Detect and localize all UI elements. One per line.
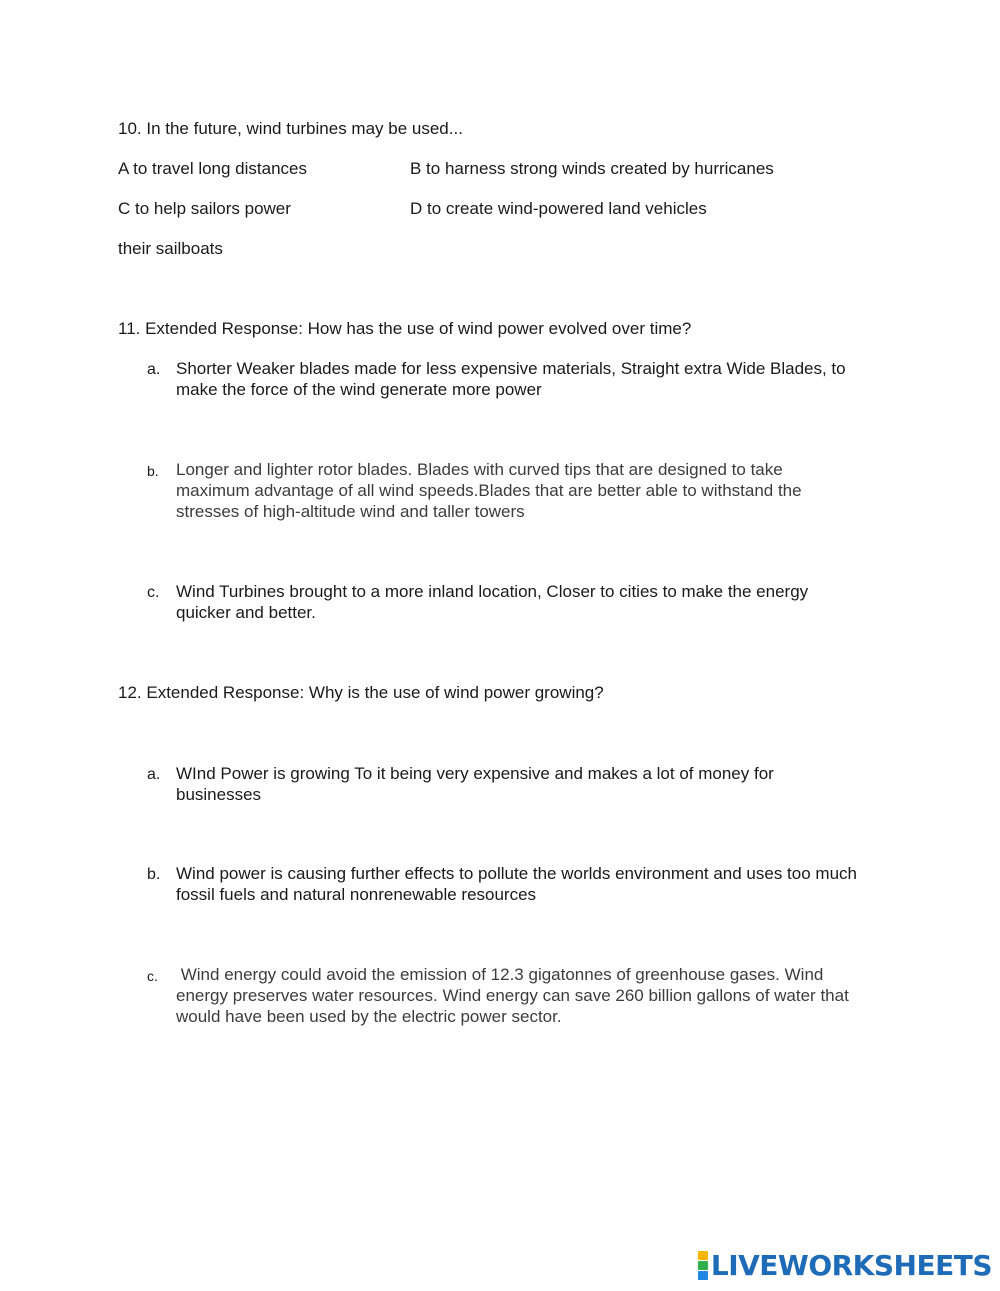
- question-11-answer-c[interactable]: Wind Turbines brought to a more inland location, Closer to cities to make the energy quicker and better.: [176, 582, 809, 622]
- logo-blocks-icon: [698, 1251, 708, 1280]
- question-12-answer-b[interactable]: Wind power is causing further effects to pollute the worlds environment and uses too much fossil fuels and natural nonrenewable resources: [176, 864, 857, 904]
- question-10-option-c-continued[interactable]: their sailboats: [118, 239, 223, 258]
- question-10-option-c[interactable]: C to help sailors power: [118, 199, 291, 218]
- question-10-option-d[interactable]: D to create wind-powered land vehicles: [410, 199, 707, 218]
- question-12-title: 12. Extended Response: Why is the use of wind power growing?: [118, 683, 604, 702]
- liveworksheets-logo[interactable]: [698, 1250, 992, 1280]
- question-12-answer-c-letter: c.: [147, 968, 158, 984]
- logo-text: LIVEWORKSHEETS: [710, 1248, 992, 1282]
- question-12-answer-c[interactable]: Wind energy could avoid the emission of 12.3 gigatonnes of greenhouse gases. Wind energy preserves water resources. Wind energy can save 260 billion gallons of water that would have been used by the electric power sector.: [176, 965, 854, 1026]
- question-10-title: 10. In the future, wind turbines may be used...: [118, 119, 463, 138]
- question-11-answer-b-letter: b.: [147, 463, 159, 479]
- question-10-option-b[interactable]: B to harness strong winds created by hurricanes: [410, 159, 774, 178]
- question-11-answer-b[interactable]: Longer and lighter rotor blades. Blades with curved tips that are designed to take maximum advantage of all wind speeds.Blades that are better able to withstand the stresses of high-altitude wind and taller towers: [176, 460, 802, 521]
- question-11-title: 11. Extended Response: How has the use of wind power evolved over time?: [118, 319, 692, 338]
- question-11-answer-a-letter: a.: [147, 361, 161, 378]
- question-12-answer-a-letter: a.: [147, 766, 161, 783]
- question-11-answer-a[interactable]: Shorter Weaker blades made for less expensive materials, Straight extra Wide Blades, to make the force of the wind generate more power: [176, 359, 846, 399]
- question-11-answer-c-letter: c.: [147, 584, 160, 601]
- question-10-option-a[interactable]: A to travel long distances: [118, 159, 308, 178]
- question-12-answer-a[interactable]: WInd Power is growing To it being very expensive and makes a lot of money for businesses: [176, 764, 774, 804]
- question-12-answer-b-letter: b.: [147, 866, 161, 883]
